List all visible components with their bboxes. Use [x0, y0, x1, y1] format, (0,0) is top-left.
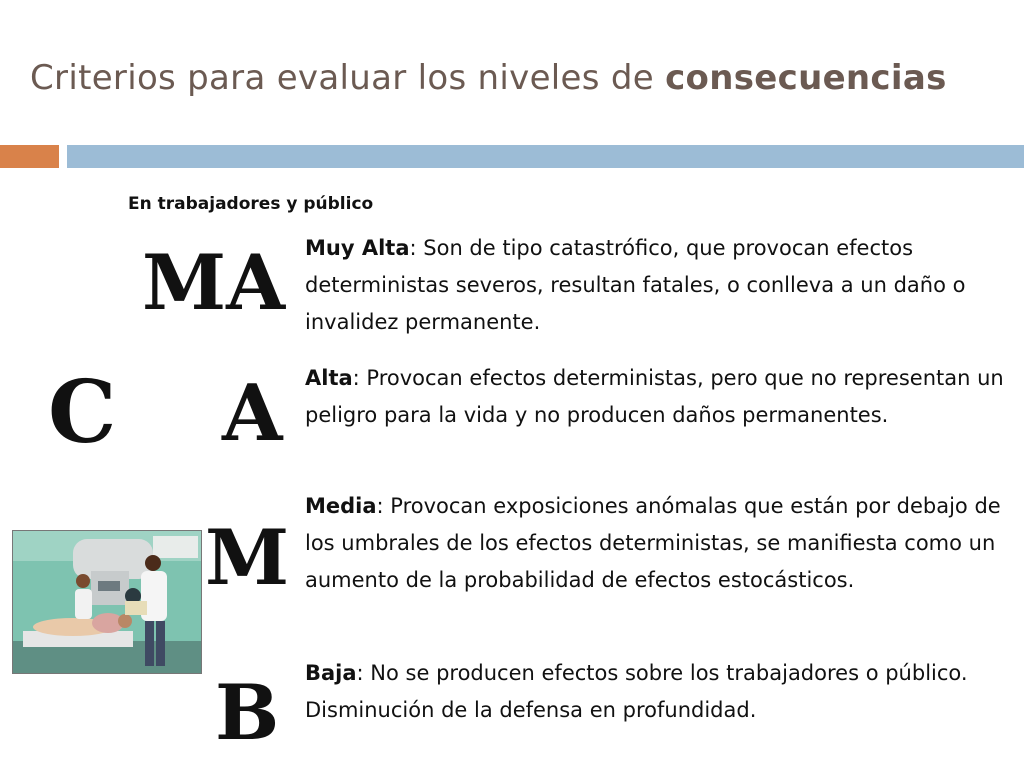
accent-bar-orange: [0, 145, 59, 168]
level-term: Media: [305, 494, 377, 518]
level-letter-alta: A: [222, 368, 283, 459]
level-term: Baja: [305, 661, 357, 685]
accent-bar-blue: [67, 145, 1024, 168]
section-subtitle: En trabajadores y público: [128, 194, 374, 214]
category-letter-consecuencias: C: [48, 362, 117, 463]
level-description-baja: [305, 655, 1005, 729]
title-emphasis: consecuencias: [665, 58, 947, 98]
level-letter-muy-alta: MA: [142, 238, 286, 327]
level-text: : Provocan efectos deterministas, pero que no representan un peligro para la vida y no producen daños permanentes.: [305, 366, 1004, 427]
level-term: Muy Alta: [305, 236, 410, 260]
level-letter-baja: B: [215, 668, 280, 757]
level-description-media: [305, 488, 1005, 599]
slide-title: [30, 58, 1010, 98]
level-letter-media: M: [205, 513, 290, 602]
level-description-alta: [305, 360, 1005, 434]
level-text: : Son de tipo catastrófico, que provocan efectos deterministas severos, resultan fatales, o conlleva a un daño o invalidez permanente.: [305, 236, 966, 334]
title-prefix: Criterios para evaluar los niveles de: [30, 58, 666, 98]
level-term: Alta: [305, 366, 353, 390]
level-text: : Provocan exposiciones anómalas que están por debajo de los umbrales de los efectos deterministas, se manifiesta como un aumento de la probabilidad de efectos estocásticos.: [305, 494, 1001, 592]
level-description-muy-alta: [305, 230, 1005, 341]
level-text: : No se producen efectos sobre los trabajadores o público. Disminución de la defensa en profundidad.: [305, 661, 968, 722]
radiotherapy-photo: [12, 530, 202, 674]
